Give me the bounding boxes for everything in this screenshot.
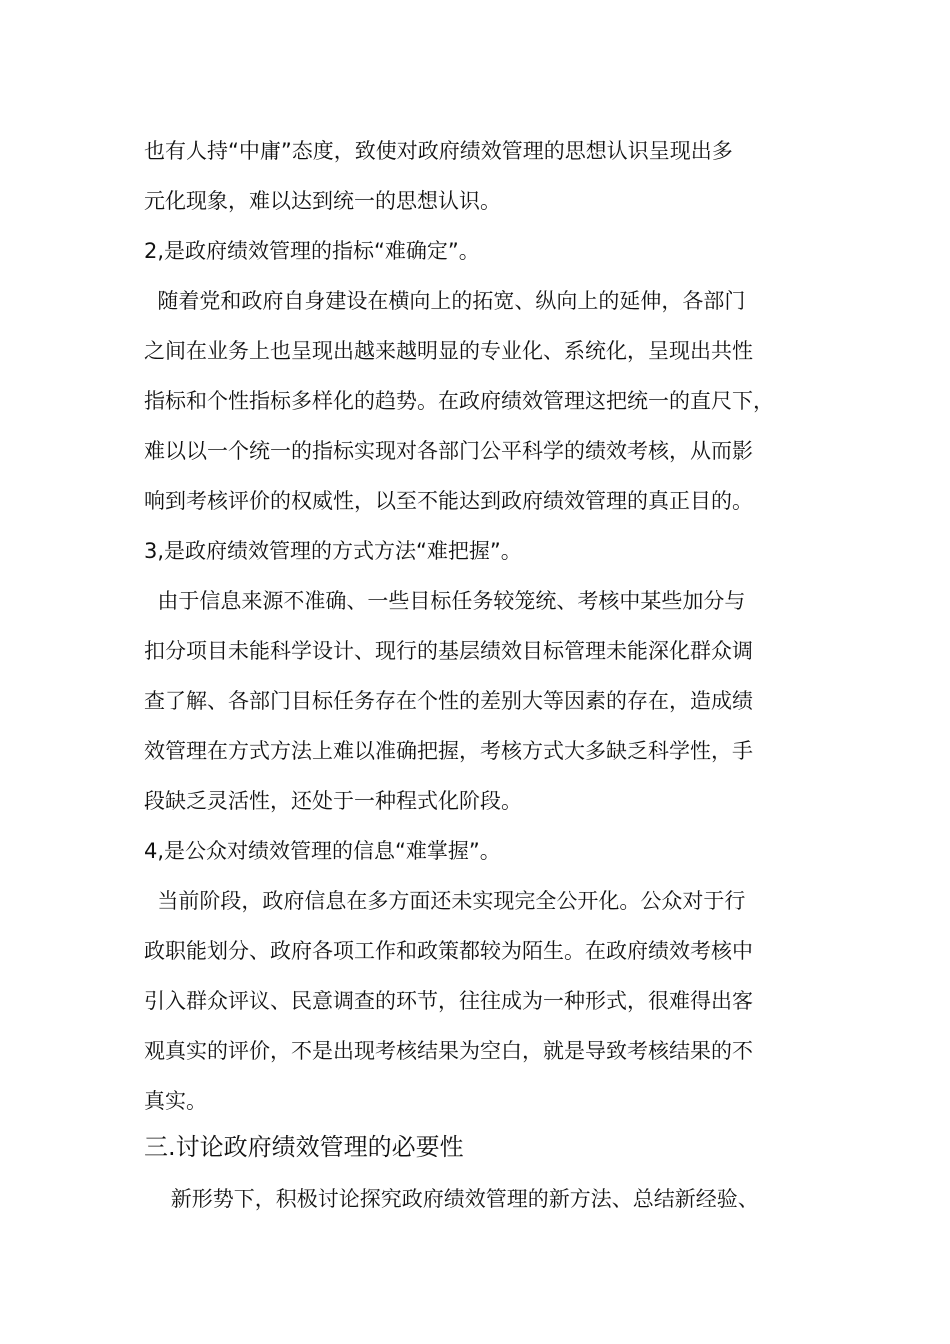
numbered-point-3: 3,是政府绩效管理的方式方法“难把握”。 [144, 539, 522, 563]
body-text-line: 观真实的评价，不是出现考核结果为空白，就是导致考核结果的不 [144, 1039, 753, 1063]
numbered-point-2: 2,是政府绩效管理的指标“难确定”。 [144, 239, 480, 263]
body-text-line: 查了解、各部门目标任务存在个性的差别大等因素的存在，造成绩 [144, 689, 753, 713]
body-text-line: 效管理在方式方法上难以准确把握，考核方式大多缺乏科学性，手 [144, 739, 753, 763]
body-text-line: 难以以一个统一的指标实现对各部门公平科学的绩效考核，从而影 [144, 439, 753, 463]
body-text-line: 随着党和政府自身建设在横向上的拓宽、纵向上的延伸，各部门 [144, 289, 746, 313]
body-text-line: 元化现象，难以达到统一的思想认识。 [144, 189, 501, 213]
body-text-line: 扣分项目未能科学设计、现行的基层绩效目标管理未能深化群众调 [144, 639, 753, 663]
body-text-line: 之间在业务上也呈现出越来越明显的专业化、系统化，呈现出共性 [144, 339, 753, 363]
body-text-line: 引入群众评议、民意调查的环节，往往成为一种形式，很难得出客 [144, 989, 753, 1013]
body-text-line: 指标和个性指标多样化的趋势。在政府绩效管理这把统一的直尺下， [144, 389, 774, 413]
body-text-line: 由于信息来源不准确、一些目标任务较笼统、考核中某些加分与 [144, 589, 746, 613]
body-text-line: 新形势下，积极讨论探究政府绩效管理的新方法、总结新经验、 [144, 1187, 759, 1211]
body-text-line: 政职能划分、政府各项工作和政策都较为陌生。在政府绩效考核中 [144, 939, 753, 963]
body-text-line: 真实。 [144, 1089, 207, 1113]
body-text-line: 也有人持“中庸”态度，致使对政府绩效管理的思想认识呈现出多 [144, 139, 733, 163]
body-text-line: 响到考核评价的权威性，以至不能达到政府绩效管理的真正目的。 [144, 489, 753, 513]
section-heading: 三.讨论政府绩效管理的必要性 [144, 1133, 464, 1161]
numbered-point-4: 4,是公众对绩效管理的信息“难掌握”。 [144, 839, 501, 863]
body-text-line: 当前阶段，政府信息在多方面还未实现完全公开化。公众对于行 [144, 889, 746, 913]
body-text-line: 段缺乏灵活性，还处于一种程式化阶段。 [144, 789, 522, 813]
